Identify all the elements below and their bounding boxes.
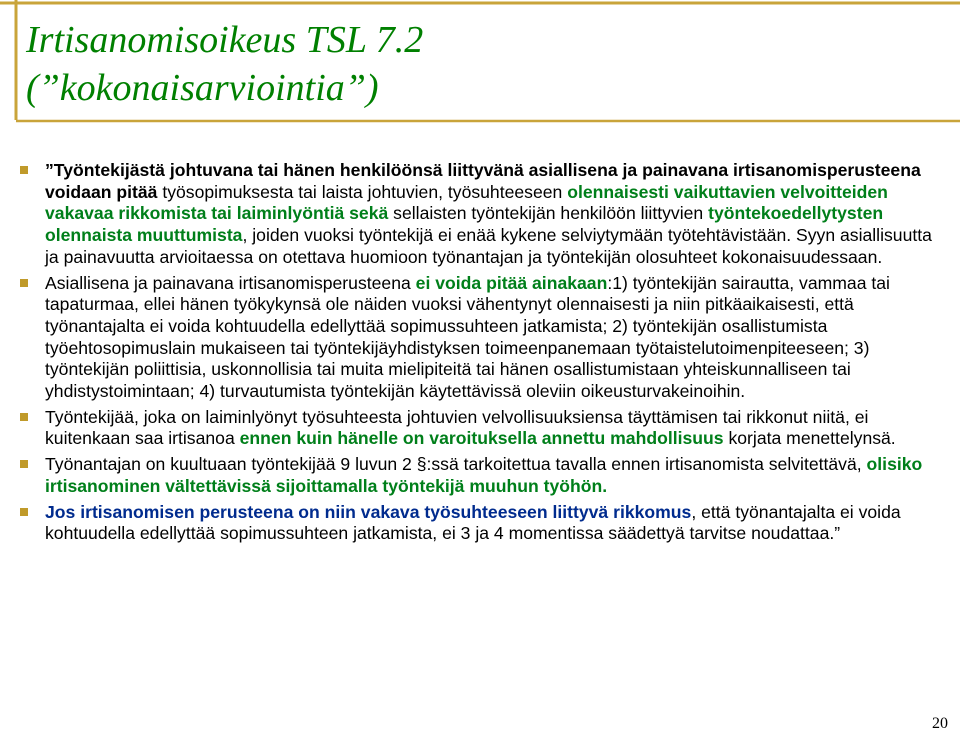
bullet-item bbox=[20, 454, 950, 497]
title-line-2: (”kokonaisarviointia”) bbox=[26, 67, 379, 109]
bullet-text-segment: ”Työntekijästä johtuvana tai hänen henkilöönsä liittyvänä asiallisena ja painavana irtisanomisperusteena voidaan pitää bbox=[45, 160, 921, 202]
square-bullet-icon bbox=[20, 508, 28, 516]
bullet-text-segment: olennaisesti vaikuttavien velvoitteiden vakavaa rikkomista tai laiminlyöntiä sekä bbox=[45, 181, 888, 224]
bullet-text-segment: Asiallisena ja painavana irtisanomisperusteena bbox=[45, 272, 416, 293]
bullet-text-segment: työsopimuksesta tai laista johtuvien, työsuhteeseen bbox=[157, 181, 568, 202]
bullet-item bbox=[20, 273, 950, 403]
bullet-text-segment: työntekoedellytysten olennaista muuttumista bbox=[45, 203, 884, 246]
bullet-text-segment: , että työnantajalta ei voida kohtuudella edellyttää sopimussuhteen jatkamista, ei 3 ja 4 momentissa säädettyä tarvitse noudattaa.” bbox=[45, 501, 901, 544]
bullet-text-segment: , joiden vuoksi työntekijä ei enää kykene selviytymään työtehtävistään. Syyn asiallisuutta ja painavuutta arvioitaessa on otettava huomioon työnantajan ja työntekijän olosuhteet kokonaisuudessaan. bbox=[45, 225, 932, 267]
bullet-text-segment: olisiko irtisanominen vältettävissä sijoittamalla työntekijä muuhun työhön. bbox=[45, 454, 923, 496]
bullet-text-segment: Työnantajan on kuultuaan työntekijää 9 luvun 2 §:ssä tarkoitettua tavalla ennen irtisanomista selvitettävä, bbox=[45, 454, 867, 475]
bullet-text-segment: ennen kuin hänelle on varoituksella annettu mahdollisuus bbox=[239, 428, 724, 449]
bullet-text-segment: Jos irtisanomisen perusteena on niin vakava työsuhteeseen liittyvä rikkomus bbox=[45, 501, 692, 522]
bullet-text-segment: korjata menettelynsä. bbox=[723, 428, 896, 449]
bullet-text-segment: :1) työntekijän sairautta, vammaa tai tapaturmaa, ellei hänen työkykynsä ole näiden vuoksi vähentynyt olennaisesti ja niin pitkäaikaisesti, että työnantajalta ei voida kohtuudella edellyttää sopimussuhteen jatkamista; 2) työntekijän osallistumista työehtosopimuslain mukaiseen tai työntekijäyhdistyksen toimeenpanemaan työtaistelutoimenpiteeseen; 3) työntekijän poliittisia, uskonnollisia tai muita mielipiteitä tai hänen osallistumistaan yhteiskunnalliseen tai yhdistystoimintaan; 4) turvautumista työntekijän käytettävissä oleviin oikeusturvakeinoihin. bbox=[45, 272, 890, 402]
square-bullet-icon bbox=[20, 166, 28, 174]
bullet-text-segment: sellaisten työntekijän henkilöön liittyvien bbox=[388, 203, 709, 224]
title-line-1: Irtisanomisoikeus TSL 7.2 bbox=[26, 19, 424, 61]
square-bullet-icon bbox=[20, 279, 28, 287]
bullet-item bbox=[20, 502, 950, 545]
bullet-text-segment: ei voida pitää ainakaan bbox=[415, 272, 608, 293]
bullet-item bbox=[20, 407, 950, 450]
square-bullet-icon bbox=[20, 460, 28, 468]
bullet-item bbox=[20, 160, 950, 269]
square-bullet-icon bbox=[20, 413, 28, 421]
page-number: 20 bbox=[932, 715, 948, 732]
slide-title bbox=[26, 16, 926, 112]
bullet-text-segment: Työntekijää, joka on laiminlyönyt työsuhteesta johtuvien velvollisuuksiensa täyttämisen tai rikkonut niitä, ei kuitenkaan saa irtisanoa bbox=[45, 406, 869, 449]
bullet-list bbox=[20, 160, 950, 549]
